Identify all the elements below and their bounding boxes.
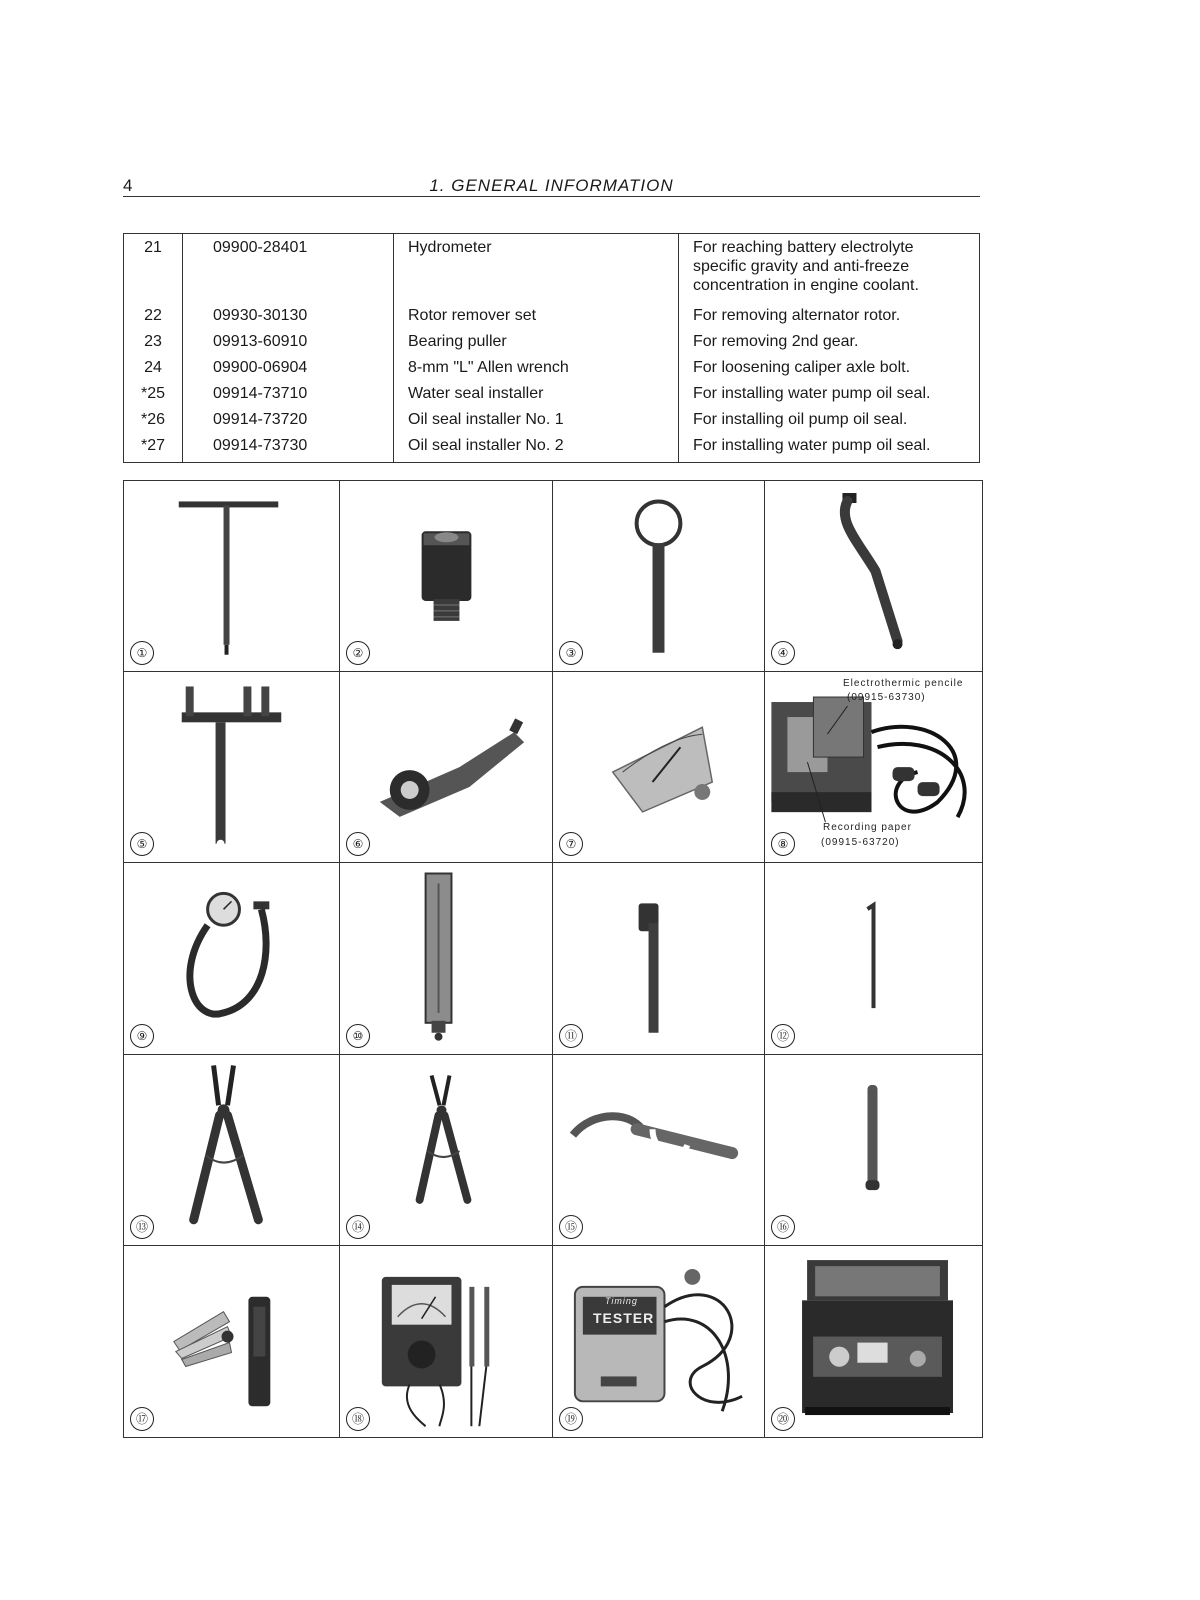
special-tools-table — [123, 233, 980, 463]
figure-cell — [340, 1055, 553, 1246]
tool-number: 22 — [124, 303, 183, 329]
page-number: 4 — [123, 176, 133, 195]
figure-cell — [124, 672, 340, 863]
figure-cell — [340, 672, 553, 863]
chapter-title: 1. GENERAL INFORMATION — [429, 176, 674, 195]
table-row — [124, 407, 980, 433]
tool-name: 8-mm "L" Allen wrench — [394, 355, 679, 381]
figure-cell — [553, 1246, 765, 1437]
figure-cell — [124, 863, 340, 1054]
seal-installer-icon — [765, 1055, 982, 1245]
figure-number: ⑩ — [346, 1024, 370, 1048]
part-number: 09930-30130 — [183, 303, 394, 329]
part-number: 09900-28401 — [183, 234, 394, 304]
tool-use: For removing 2nd gear. — [679, 329, 980, 355]
table-row — [124, 329, 980, 355]
fig8-top-label: Electrothermic pencile — [843, 678, 964, 690]
circlip-pliers-icon — [340, 1055, 552, 1245]
snap-ring-pliers-icon — [124, 1055, 339, 1245]
part-number: 09914-73710 — [183, 381, 394, 407]
figure-number: ⑪ — [559, 1024, 583, 1048]
tool-use: For removing alternator rotor. — [679, 303, 980, 329]
figure-cell — [765, 863, 982, 1054]
figure-number: ⑦ — [559, 832, 583, 856]
tool-use: For reaching battery electrolyte specific gravity and anti-freeze concentration in engine coolant. — [679, 234, 980, 304]
figure-number: ⑳ — [771, 1407, 795, 1431]
c-spanner-icon — [553, 1055, 764, 1245]
figure-cell — [765, 672, 982, 863]
tool-name: Bearing puller — [394, 329, 679, 355]
figure-number: ⑲ — [559, 1407, 583, 1431]
tool-use: For installing oil pump oil seal. — [679, 407, 980, 433]
figure-number: ⑱ — [346, 1407, 370, 1431]
table-row — [124, 381, 980, 407]
ring-holder-icon — [553, 481, 764, 671]
tool-number: *27 — [124, 433, 183, 463]
figure-number: ⑰ — [130, 1407, 154, 1431]
hook-spanner-icon — [765, 481, 982, 671]
figure-number: ⑤ — [130, 832, 154, 856]
figure-cell — [553, 672, 765, 863]
figure-cell — [340, 863, 553, 1054]
tool-name: Hydrometer — [394, 234, 679, 304]
tester-brand: Timing — [605, 1295, 638, 1306]
page-header — [123, 170, 980, 197]
fig8-bottom-part: (09915-63720) — [821, 837, 900, 849]
t-handle-wrench-icon — [124, 481, 339, 671]
timing-tester-icon — [553, 1246, 764, 1437]
figure-number: ⑯ — [771, 1215, 795, 1239]
fig8-top-part: (09915-63730) — [847, 692, 926, 704]
tool-number: *25 — [124, 381, 183, 407]
figure-number: ⑫ — [771, 1024, 795, 1048]
tool-photo-grid — [123, 480, 983, 1438]
figure-cell — [553, 481, 765, 672]
figure-cell — [765, 1055, 982, 1246]
figure-cell — [340, 1246, 553, 1437]
bearing-puller-icon — [124, 672, 339, 862]
tool-case-icon — [765, 1246, 982, 1437]
table-row — [124, 355, 980, 381]
tool-name: Oil seal installer No. 1 — [394, 407, 679, 433]
figure-number: ⑮ — [559, 1215, 583, 1239]
gauge-dial-icon — [553, 672, 764, 862]
figure-cell — [553, 1055, 765, 1246]
multimeter-icon — [340, 1246, 552, 1437]
socket-wrench-icon — [553, 863, 764, 1053]
tool-number: 21 — [124, 234, 183, 304]
part-number: 09914-73730 — [183, 433, 394, 463]
figure-number: ③ — [559, 641, 583, 665]
clamp-tool-icon — [340, 672, 552, 862]
part-number: 09913-60910 — [183, 329, 394, 355]
tool-number: 24 — [124, 355, 183, 381]
figure-number: ⑨ — [130, 1024, 154, 1048]
figure-number: ⑭ — [346, 1215, 370, 1239]
part-number: 09900-06904 — [183, 355, 394, 381]
figure-number: ⑬ — [130, 1215, 154, 1239]
figure-cell — [124, 1055, 340, 1246]
figure-number: ④ — [771, 641, 795, 665]
tool-use: For installing water pump oil seal. — [679, 381, 980, 407]
tool-name: Rotor remover set — [394, 303, 679, 329]
tool-use: For installing water pump oil seal. — [679, 433, 980, 463]
part-number: 09914-73720 — [183, 407, 394, 433]
tool-number: *26 — [124, 407, 183, 433]
fig8-bottom-label: Recording paper — [823, 822, 912, 834]
figure-cell — [124, 1246, 340, 1437]
figure-cell — [553, 863, 765, 1054]
table-row — [124, 234, 980, 304]
figure-number: ⑧ — [771, 832, 795, 856]
figure-number: ⑥ — [346, 832, 370, 856]
figure-number: ① — [130, 641, 154, 665]
tester-word: TESTER — [593, 1309, 655, 1326]
table-row — [124, 303, 980, 329]
figure-cell — [765, 481, 982, 672]
feeler-gauge-icon — [124, 1246, 339, 1437]
tool-use: For loosening caliper axle bolt. — [679, 355, 980, 381]
pressure-gauge-hose-icon — [124, 863, 339, 1053]
tool-name: Oil seal installer No. 2 — [394, 433, 679, 463]
figure-cell — [765, 1246, 982, 1437]
tool-number: 23 — [124, 329, 183, 355]
figure-cell — [124, 481, 340, 672]
figure-cell — [340, 481, 553, 672]
tool-name: Water seal installer — [394, 381, 679, 407]
adapter-fitting-icon — [340, 481, 552, 671]
figure-number: ② — [346, 641, 370, 665]
allen-key-icon — [765, 863, 982, 1053]
table-row — [124, 433, 980, 463]
hydrometer-tube-icon — [340, 863, 552, 1053]
